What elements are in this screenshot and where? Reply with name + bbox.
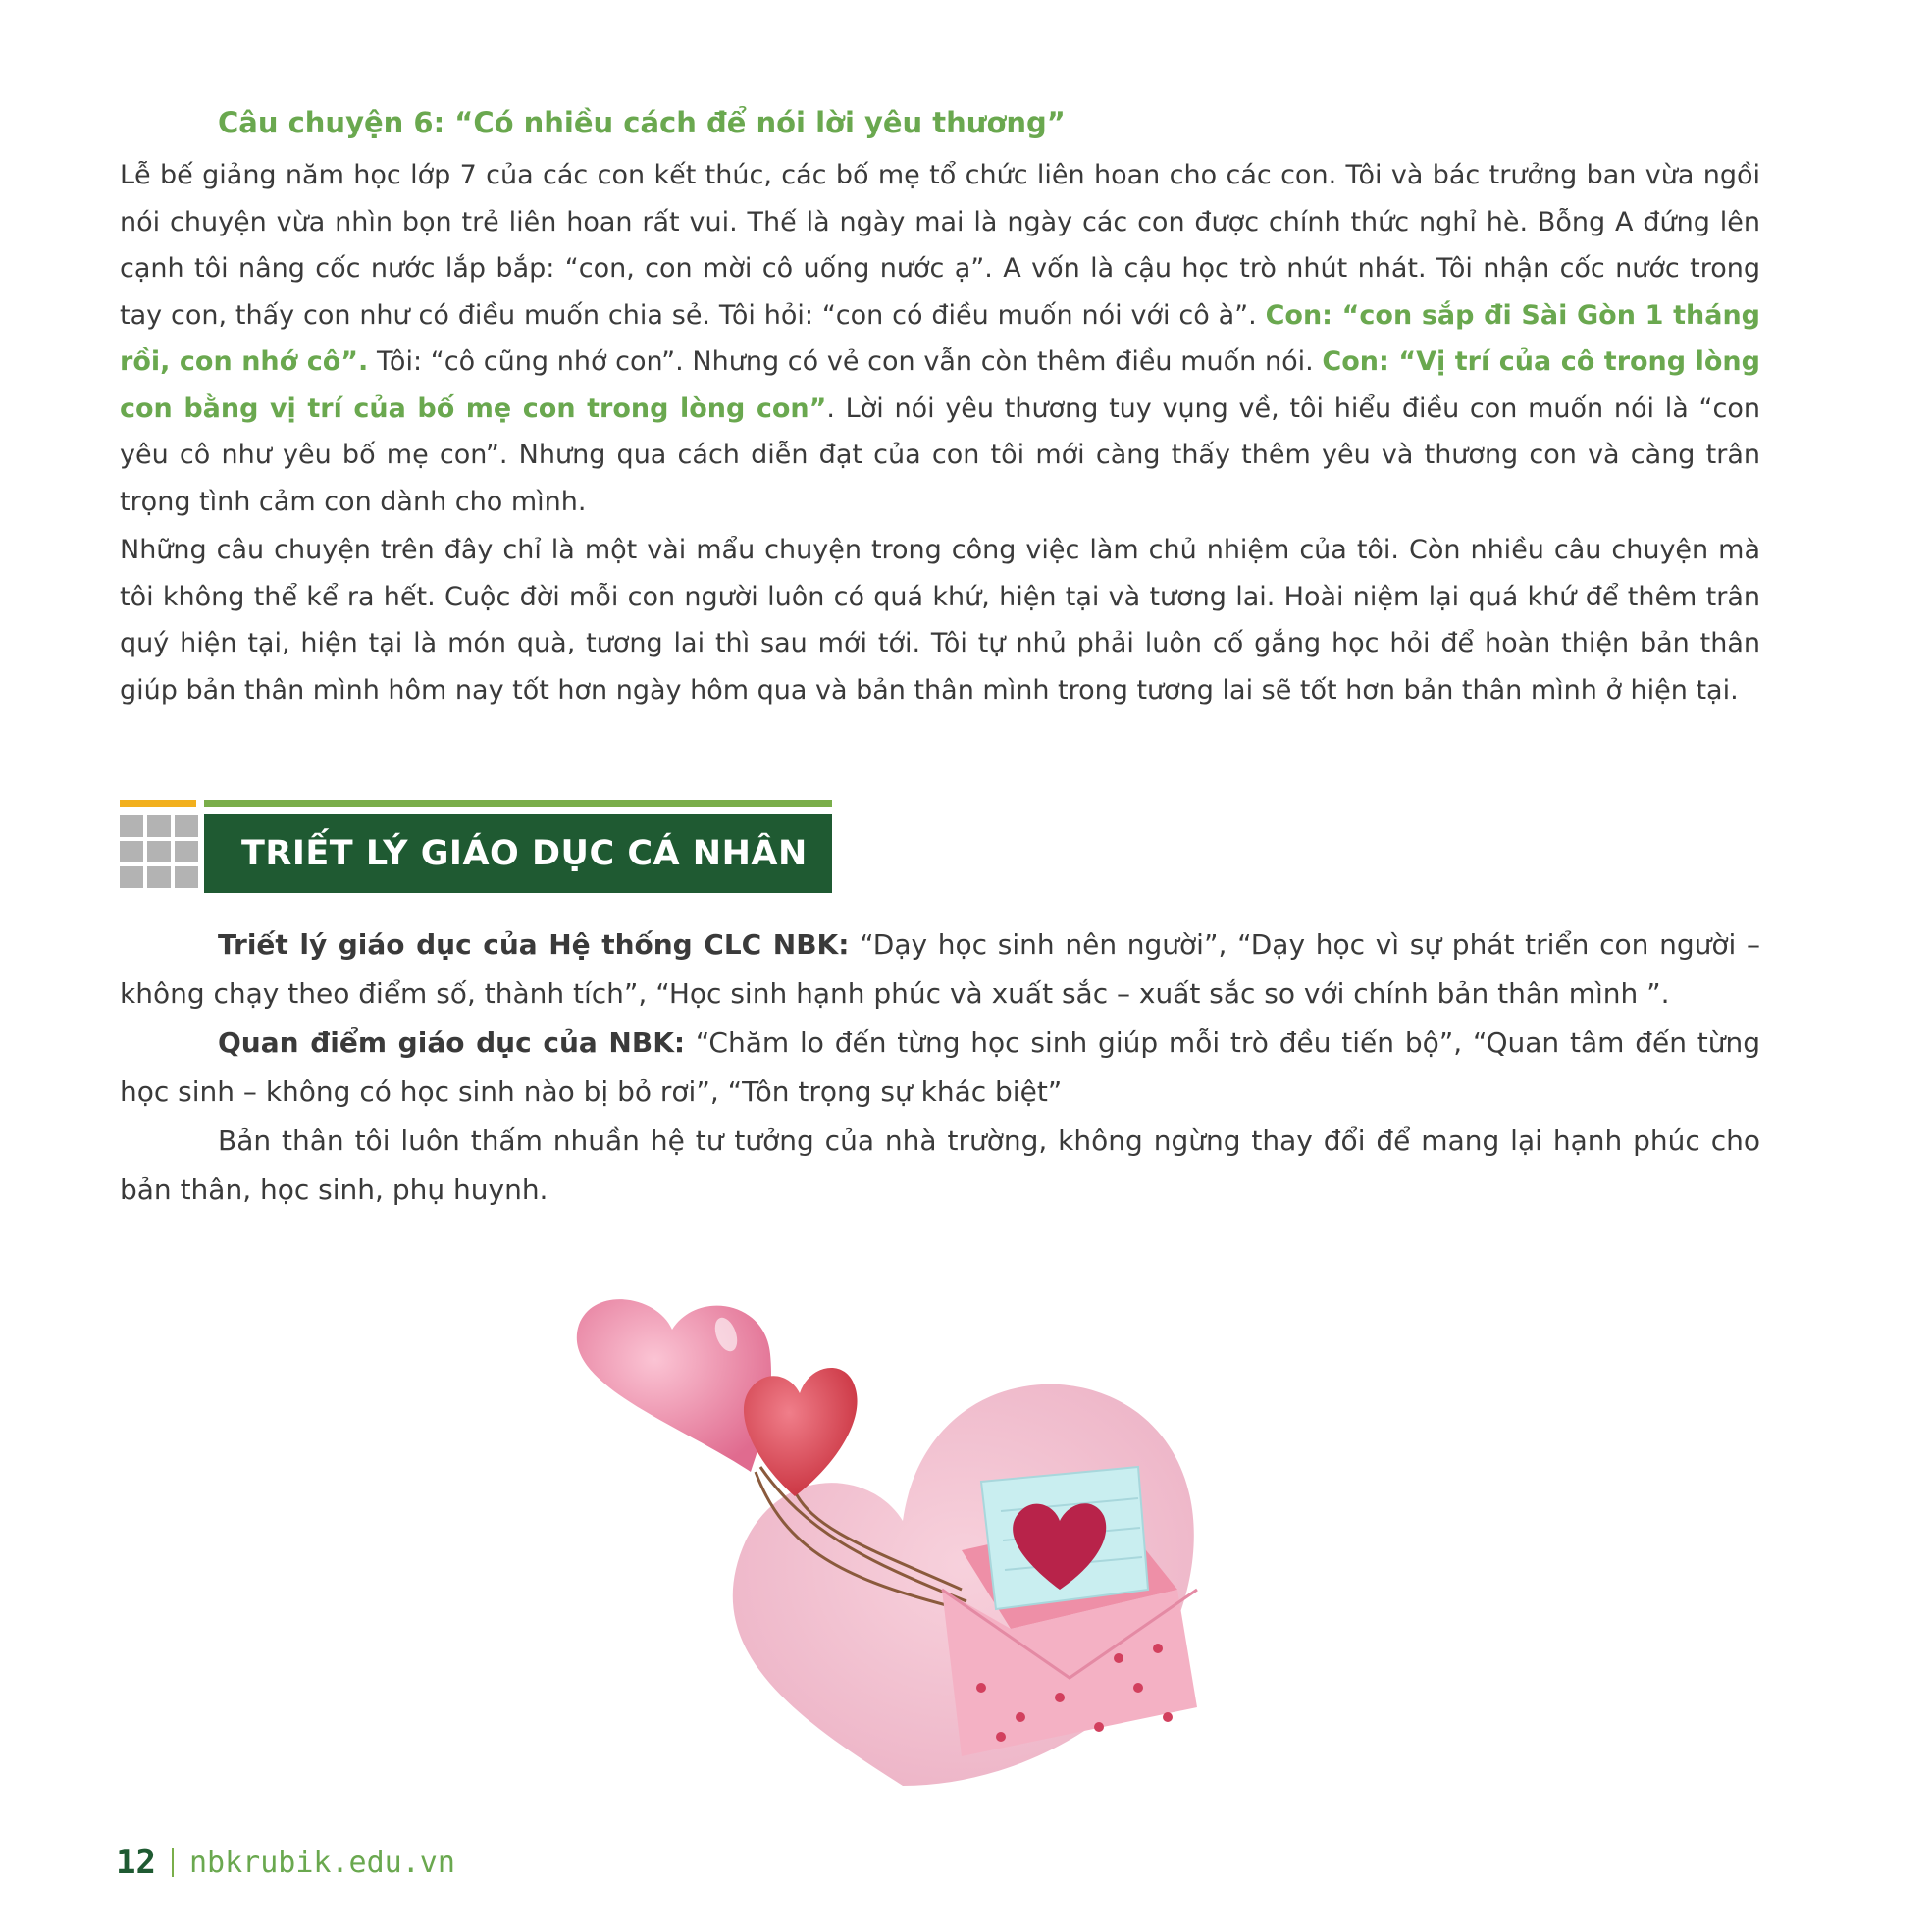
story-text-e: . Lời nói yêu thương tuy vụng về, tôi hiểu điều con muốn nói là “con yêu cô như yêu bố mẹ con”. Nhưng qua cách diễn đạt của con tôi mới càng thấy thêm yêu và thương con và càng trân trọng tình cảm con dành cho mình. bbox=[120, 392, 1760, 517]
viewpoint-label: Quan điểm giáo dục của NBK: bbox=[218, 1026, 686, 1059]
viewpoint-paragraph bbox=[120, 1018, 1760, 1117]
philosophy-text: “Dạy học sinh nên người”, “Dạy học vì sự phát triển con người – không chạy theo điểm số, thành tích”, “Học sinh hạnh phúc và xuất sắc – xuất sắc so với chính bản thân mình ”. bbox=[120, 928, 1760, 1010]
section-header bbox=[204, 814, 832, 893]
closing-paragraph: Những câu chuyện trên đây chỉ là một vài mẩu chuyện trong công việc làm chủ nhiệm của tôi. Còn nhiều câu chuyện mà tôi không thể kể ra hết. Cuộc đời mỗi con người luôn có quá khứ, hiện tại và tương lai. Hoài niệm lại quá khứ để thêm trân quý hiện tại, hiện tại là món quà, tương lai thì sau mới tới. Tôi tự nhủ phải luôn cố gắng học hỏi để hoàn thiện bản thân giúp bản thân mình hôm nay tốt hơn ngày hôm qua và bản thân mình trong tương lai sẽ tốt hơn bản thân mình ở hiện tại. bbox=[120, 535, 1760, 705]
page-number: 12 bbox=[116, 1843, 156, 1882]
personal-paragraph: Bản thân tôi luôn thấm nhuần hệ tư tưởng của nhà trường, không ngừng thay đổi để mang lại hạnh phúc cho bản thân, học sinh, phụ huynh. bbox=[120, 1124, 1760, 1206]
footer-divider bbox=[172, 1848, 174, 1877]
story-paragraph bbox=[120, 152, 1760, 525]
grid-icon bbox=[120, 800, 198, 893]
story-text-a: Lễ bế giảng năm học lớp 7 của các con kết thúc, các bố mẹ tổ chức liên hoan cho các con. Tôi và bác trưởng ban vừa ngồi nói chuyện vừa nhìn bọn trẻ liên hoan rất vui. Thế là ngày mai là ngày các con được chính thức nghỉ hè. Bỗng A đứng lên cạnh tôi nâng cốc nước lắp bắp: “con, con mời cô uống nước ạ”. A vốn là cậu học trò nhút nhát. Tôi nhận cốc nước trong tay con, thấy con như có điều muốn chia sẻ. Tôi hỏi: “con có điều muốn nói với cô à”. bbox=[120, 160, 1760, 331]
story-text-c: Tôi: “cô cũng nhớ con”. Nhưng có vẻ con vẫn còn thêm điều muốn nói. bbox=[368, 346, 1323, 377]
viewpoint-text: “Chăm lo đến từng học sinh giúp mỗi trò đều tiến bộ”, “Quan tâm đến từng học sinh – không có học sinh nào bị bỏ rơi”, “Tôn trọng sự khác biệt” bbox=[120, 1026, 1760, 1108]
website-link[interactable]: nbkrubik.edu.vn bbox=[188, 1845, 455, 1880]
philosophy-paragraph bbox=[120, 920, 1760, 1018]
story-title: Câu chuyện 6: “Có nhiều cách để nói lời yêu thương” bbox=[218, 106, 1066, 139]
section-green-bar bbox=[204, 800, 832, 807]
heart-balloons-envelope-illustration bbox=[549, 1295, 1295, 1805]
page-footer bbox=[116, 1843, 455, 1882]
section-title: TRIẾT LÝ GIÁO DỤC CÁ NHÂN bbox=[241, 834, 808, 873]
story-quote-1: Con: “con sắp đi Sài Gòn 1 tháng rồi, con nhớ cô”. bbox=[120, 299, 1760, 377]
story-quote-2: Con: “Vị trí của cô trong lòng con bằng vị trí của bố mẹ con trong lòng con” bbox=[120, 346, 1760, 424]
philosophy-label: Triết lý giáo dục của Hệ thống CLC NBK: bbox=[218, 928, 850, 961]
